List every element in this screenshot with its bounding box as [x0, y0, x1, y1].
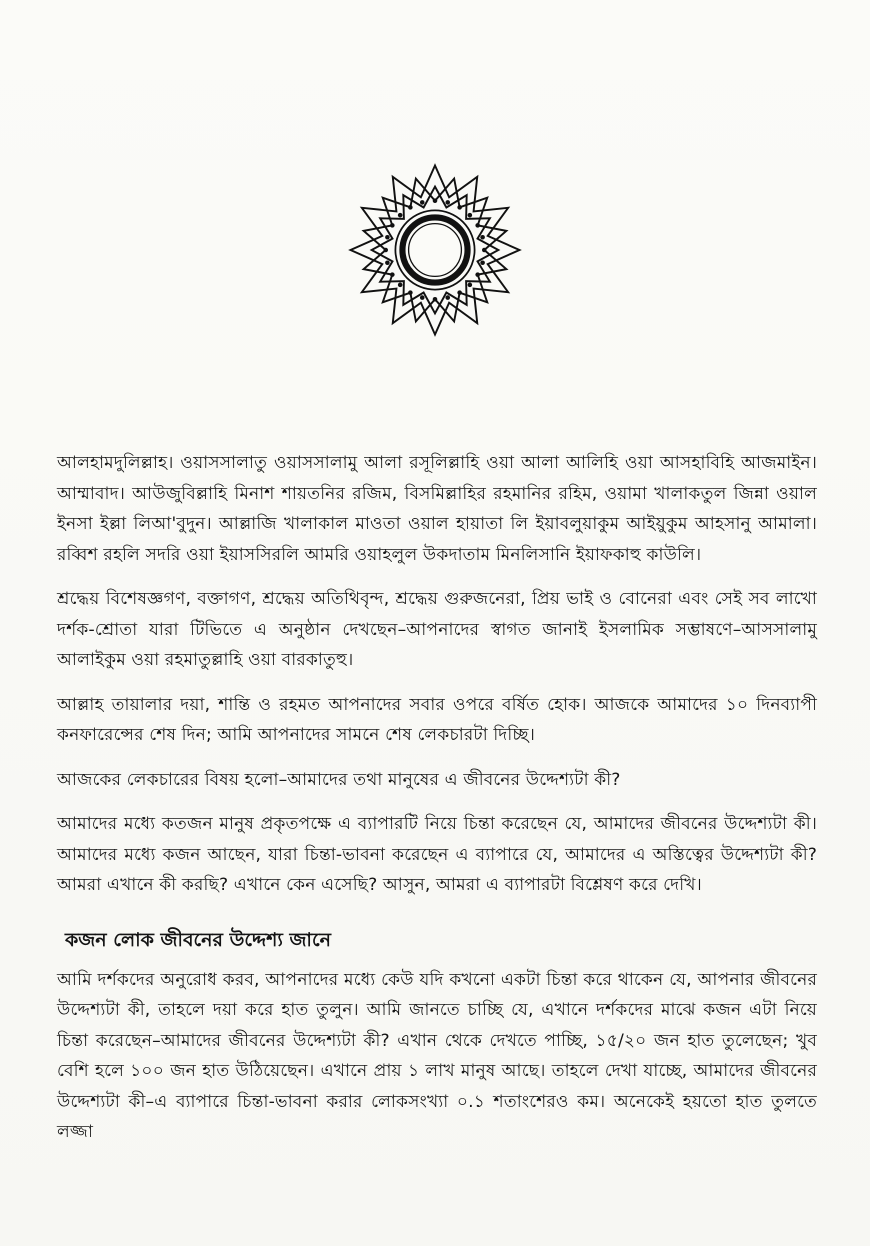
ornament-dot — [480, 235, 485, 240]
ornament-dot — [398, 213, 403, 218]
ornament-dot — [385, 235, 390, 240]
ornament-dot — [383, 248, 388, 253]
ornament-dot — [480, 260, 485, 265]
topic-paragraph: আজকের লেকচারের বিষয় হলো–আমাদের তথা মানুষের এ জীবনের উদ্দেশ্যটা কী? — [57, 769, 621, 790]
ornament-dot — [457, 290, 462, 295]
ornament-dot — [475, 272, 480, 277]
ornament-dot — [408, 205, 413, 210]
ornament-dot — [468, 213, 473, 218]
ornament-dot — [390, 272, 395, 277]
greeting-paragraph: শ্রদ্ধেয় বিশেষজ্ঞগণ, বক্তাগণ, শ্রদ্ধেয় অতিথিবৃন্দ, শ্রদ্ধেয় গুরুজনেরা, প্রিয় ভাই ও বোনেরা এবং সেই সব লাখো দর্শক-শ্রোতা যারা টিভিতে এ অনুষ্ঠান দেখছেন–আপনাদের স্বাগত জানাই ইসলামিক সম্ভাষণে–আসসালামু আলাইকুম ওয়া রহমাতুল্লাহি ওয়া বারকাতুহু। — [57, 589, 817, 670]
ornament-dot — [385, 260, 390, 265]
ornament-dot — [433, 297, 438, 302]
ornament-dot — [468, 283, 473, 288]
ornament-dot — [457, 205, 462, 210]
article-body — [57, 448, 817, 1162]
opening-prayer-paragraph: আলহামদুলিল্লাহ। ওয়াসসালাতু ওয়াসসালামু আলা রসূলিল্লাহি ওয়া আলা আলিহি ওয়া আসহাবিহি আজমাইন। আম্মাবাদ। আউজুবিল্লাহি মিনাশ শায়তনির রজিম, বিসমিল্লাহির রহমানির রহিম, ওয়ামা খালাকতুল জিন্না ওয়াল ইনসা ইল্লা লিআ'বুদুন। আল্লাজি খালাকাল মাওতা ওয়াল হায়াতা লি ইয়াবলুয়াকুম আইয়ুকুম আহসানু আমালা। রব্বিশ রহলি সদরি ওয়া ইয়াসসিরলি আমরি ওয়াহলুল উকদাতাম মিনলিসানি ইয়াফকাহু কাউলি। — [57, 453, 817, 565]
ornament-dot — [420, 200, 425, 205]
ornament-dot — [408, 290, 413, 295]
question-paragraph: আমাদের মধ্যে কতজন মানুষ প্রকৃতপক্ষে এ ব্যাপারটি নিয়ে চিন্তা করেছেন যে, আমাদের জীবনের উদ্দেশ্যটা কী। আমাদের মধ্যে কজন আছেন, যারা চিন্তা-ভাবনা করেছেন এ ব্যাপারে যে, আমাদের এ অস্তিত্বের উদ্দেশ্যটা কী? আমরা এখানে কী করছি? এখানে কেন এসেছি? আসুন, আমরা এ ব্যাপারটা বিশ্লেষণ করে দেখি। — [57, 814, 817, 895]
geometric-star-ornament-icon — [347, 162, 523, 338]
ornament-dot — [398, 283, 403, 288]
ornament-dot — [445, 295, 450, 300]
ornament-dot — [475, 223, 480, 228]
ornament-dot — [482, 248, 487, 253]
ornament-dot — [433, 198, 438, 203]
blessing-paragraph: আল্লাহ তায়ালার দয়া, শান্তি ও রহমত আপনাদের সবার ওপরে বর্ষিত হোক। আজকে আমাদের ১০ দিনব্যাপী কনফারেন্সের শেষ দিন; আমি আপনাদের সামনে শেষ লেকচারটা দিচ্ছি। — [57, 694, 817, 745]
audience-paragraph: আমি দর্শকদের অনুরোধ করব, আপনাদের মধ্যে কেউ যদি কখনো একটা চিন্তা করে থাকেন যে, আপনার জীবনের উদ্দেশ্যটা কী, তাহলে দয়া করে হাত তুলুন। আমি জানতে চাচ্ছি যে, এখানে দর্শকদের মাঝে কজন এটা নিয়ে চিন্তা করেছেন–আমাদের জীবনের উদ্দেশ্যটা কী? এখান থেকে দেখতে পাচ্ছি, ১৫/২০ জন হাত তুলেছেন; খুব বেশি হলে ১০০ জন হাত উঠিয়েছেন। এখানে প্রায় ১ লাখ মানুষ আছে। তাহলে দেখা যাচ্ছে, আমাদের জীবনের উদ্দেশ্যটা কী–এ ব্যাপারে চিন্তা-ভাবনা করার লোকসংখ্যা ০.১ শতাংশেরও কম। অনেকেই হয়তো হাত তুলতে লজ্জা — [57, 969, 817, 1142]
section-heading: কজন লোক জীবনের উদ্দেশ্য জানে — [65, 928, 331, 951]
ornament-dot — [445, 200, 450, 205]
ornament-dot — [420, 295, 425, 300]
ornament-dot — [390, 223, 395, 228]
